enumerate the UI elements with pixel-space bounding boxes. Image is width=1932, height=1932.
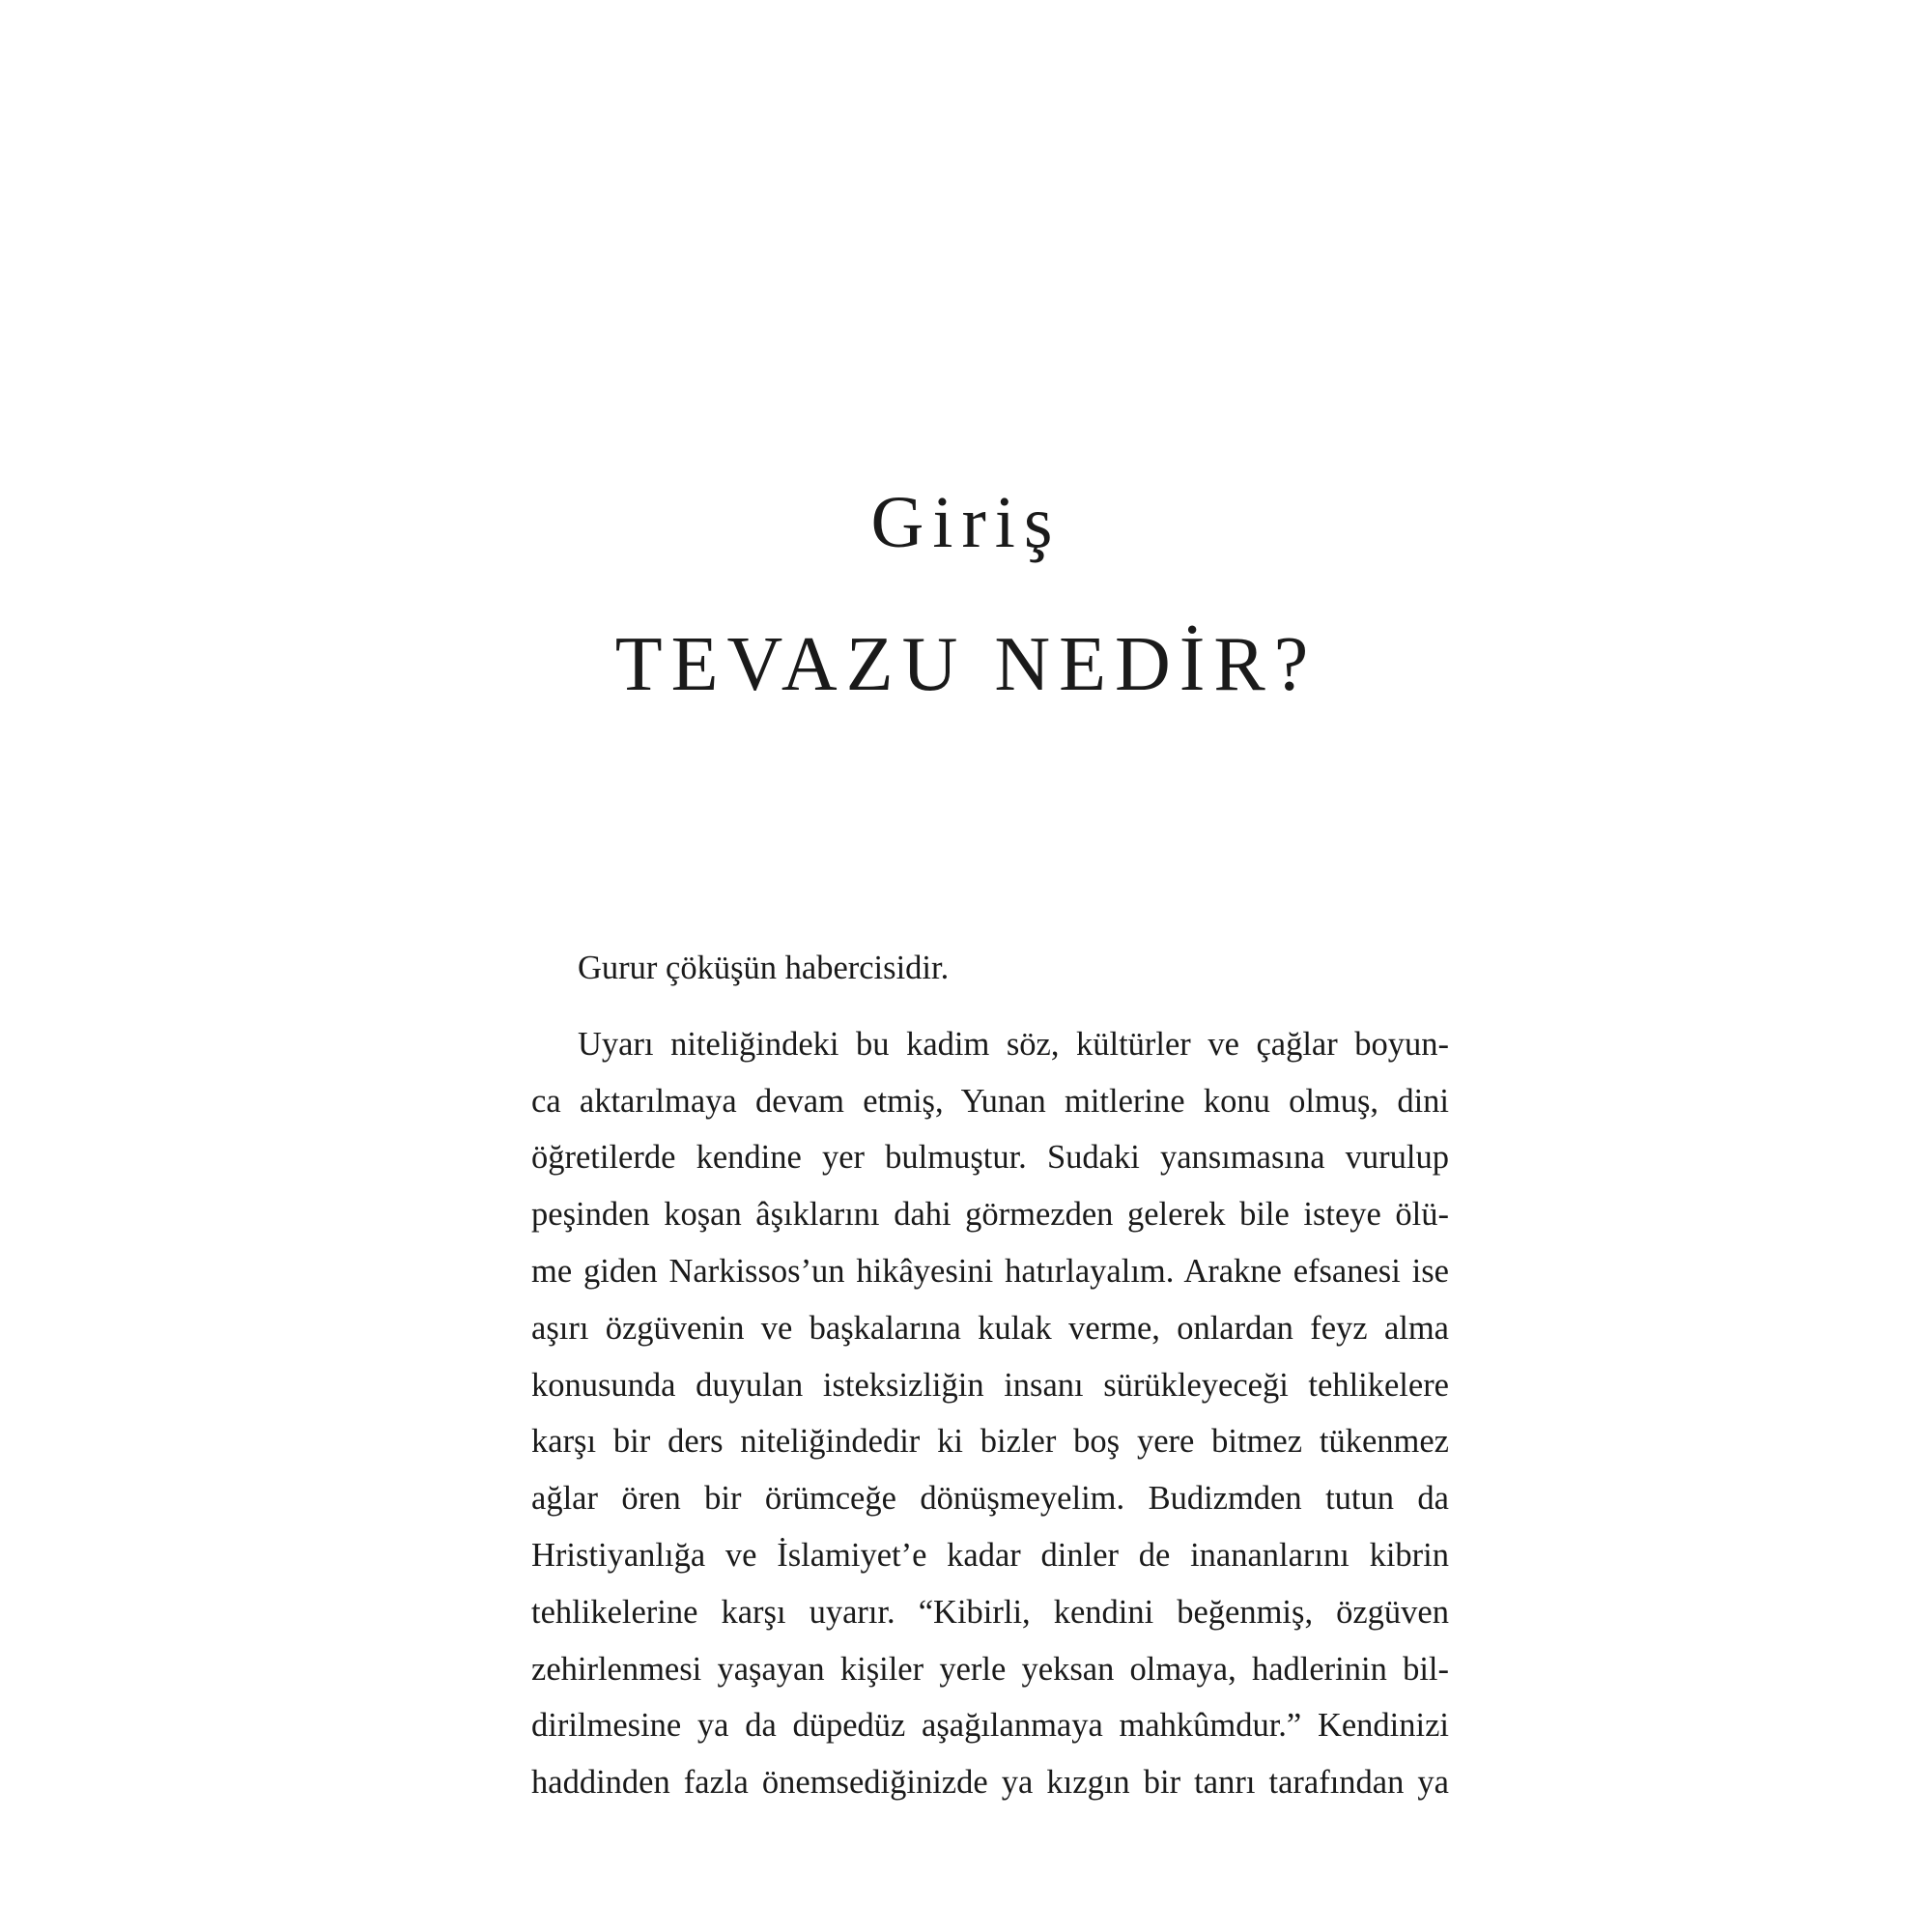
text-line: peşinden koşan âşıklarını dahi görmezden gelerek bile isteye ölü- bbox=[531, 1196, 1449, 1234]
text-line: konusunda duyulan isteksizliğin insanı sürükleyeceği tehlikelere bbox=[531, 1366, 1449, 1404]
body-text bbox=[531, 940, 1449, 1811]
text-line: Hristiyanlığa ve İslamiyet’e kadar dinler de inananlarını kibrin bbox=[531, 1536, 1449, 1574]
paragraph-epigraph bbox=[531, 940, 1449, 997]
paragraph-gap bbox=[531, 997, 1449, 1016]
chapter-label: Giriş bbox=[870, 482, 1062, 563]
text-line: Uyarı niteliğindeki bu kadim söz, kültürler ve çağlar boyun- bbox=[578, 1025, 1449, 1063]
text-line: Gurur çöküşün habercisidir. bbox=[578, 950, 950, 986]
text-line: zehirlenmesi yaşayan kişiler yerle yeksan olmaya, hadlerinin bil- bbox=[531, 1650, 1449, 1688]
text-line: karşı bir ders niteliğindedir ki bizler boş yere bitmez tükenmez bbox=[531, 1423, 1449, 1461]
text-line: ca aktarılmaya devam etmiş, Yunan mitlerine konu olmuş, dini bbox=[531, 1082, 1449, 1120]
text-line: me giden Narkissos’un hikâyesini hatırlayalım. Arakne efsanesi ise bbox=[531, 1252, 1449, 1290]
text-line: tehlikelerine karşı uyarır. “Kibirli, kendini beğenmiş, özgüven bbox=[531, 1593, 1449, 1631]
text-line: haddinden fazla önemsediğinizde ya kızgın bir tanrı tarafından ya bbox=[531, 1764, 1449, 1802]
text-line: ağlar ören bir örümceğe dönüşmeyelim. Budizmden tutun da bbox=[531, 1480, 1449, 1518]
text-line: öğretilerde kendine yer bulmuştur. Sudaki yansımasına vurulup bbox=[531, 1139, 1449, 1177]
paragraph-main bbox=[531, 1016, 1449, 1811]
text-line: aşırı özgüvenin ve başkalarına kulak verme, onlardan feyz alma bbox=[531, 1309, 1449, 1347]
chapter-title: TEVAZU NEDİR? bbox=[614, 622, 1318, 707]
text-line: dirilmesine ya da düpedüz aşağılanmaya mahkûmdur.” Kendinizi bbox=[531, 1707, 1449, 1745]
